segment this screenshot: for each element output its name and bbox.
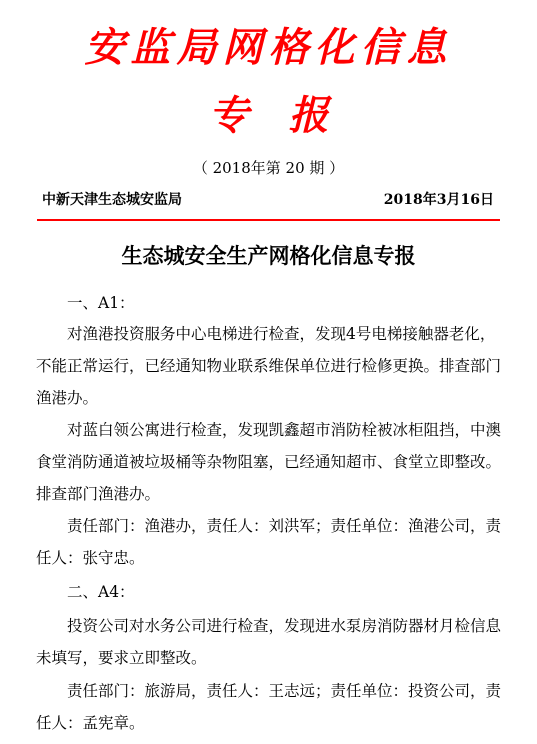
masthead-subtitle: 专报 [208, 92, 369, 139]
document-title: 生态城安全生产网格化信息专报 [121, 243, 416, 268]
paragraph: 对渔港投资服务中心电梯进行检查，发现4号电梯接触器老化，不能正常运行，已经通知物业联系维保单位进行检修更换。排查部门渔港办。 [36, 325, 502, 407]
issue-date: 2018年3月16日 [383, 192, 494, 208]
issuing-department: 中新天津生态城安监局 [42, 192, 182, 208]
paragraph: 责任部门：旅游局，责任人：王志远；责任单位：投资公司，责任人：孟宪章。 [36, 682, 502, 732]
issue-number: （ 2018年第 20 期 ） [192, 159, 345, 177]
section-heading: 二、A4： [67, 583, 135, 601]
section-heading: 一、A1： [67, 294, 135, 312]
paragraph: 责任部门：渔港办，责任人：刘洪军；责任单位：渔港公司，责任人：张守忠。 [36, 517, 502, 567]
paragraph: 投资公司对水务公司进行检查，发现进水泵房消防器材月检信息未填写，要求立即整改。 [36, 617, 502, 667]
paragraph: 对蓝白领公寓进行检查，发现凯鑫超市消防栓被冰柜阻挡，中澳食堂消防通道被垃圾桶等杂物阻塞，已经通知超市、食堂立即整改。排查部门渔港办。 [36, 421, 502, 503]
masthead-title: 安监局网格化信息 [84, 24, 453, 71]
red-divider [37, 219, 500, 221]
